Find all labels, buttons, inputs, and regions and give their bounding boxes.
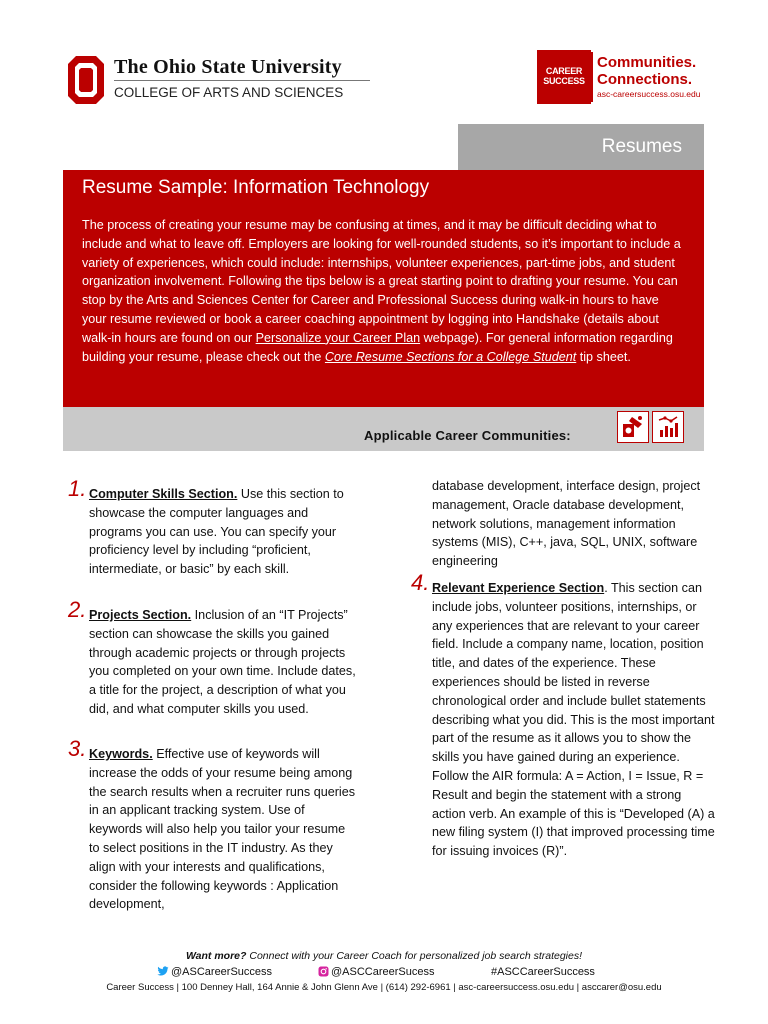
section-heading: Projects Section. [89, 608, 192, 622]
section-text: Inclusion of an “IT Projects” section can showcase the skills you gained through academic projects or through projects you completed on your own time. Include dates, a title for the project, a description of what you did, and what computer skills you used. [89, 608, 356, 716]
tagline-communities: Communities. [597, 54, 697, 71]
business-finance-community-icon [617, 411, 649, 443]
section-text: Effective use of keywords will increase the odds of your resume being among the search results when a recruiter runs queries in an applicant tracking system. Use of keywords will also help you tailor your resume to select positions in the IT industry. As they align with your interests and qualifications, consider the following keywords : Application development, [89, 747, 355, 912]
divider [114, 80, 370, 81]
career-success-logo [537, 50, 591, 104]
section-number: 4. [411, 570, 430, 595]
instagram-handle-text: @ASCCareerSucess [331, 966, 435, 978]
instagram-icon [318, 966, 329, 977]
footer-address: Career Success | 100 Denney Hall, 164 Annie & John Glenn Ave | (614) 292-6961 | asc-careersuccess.osu.edu | asccarer@osu.edu [106, 982, 662, 993]
career-logo-line2: SUCCESS [543, 76, 585, 86]
want-more-label: Want more? [185, 950, 247, 962]
footer-want-more [0, 950, 768, 962]
section-heading: Keywords. [89, 747, 153, 761]
tagline-connections: Connections. [597, 71, 693, 88]
keywords-continued: database development, interface design, project management, Oracle database development, network solutions, management information systems (MIS), C++, java, SQL, UNIX, software engineering [432, 479, 701, 569]
logo-divider [591, 52, 593, 102]
section-text: Use this section to showcase the computer languages and programs you can use. You can specify your proficiency level by including “proficient, intermediate, or basic” by each skill. [89, 487, 344, 577]
twitter-handle[interactable] [157, 966, 272, 978]
want-more-text: Connect with your Career Coach for personalized job search strategies! [246, 950, 583, 962]
section-number: 1. [68, 476, 87, 501]
section-number: 3. [68, 736, 87, 761]
section-text: . This section can include jobs, volunteer positions, internships, or any experiences that are relevant to your career field. Include a company name, location, position title, and dates of the experience. These experiences should be listed in reverse chronological order and include bullet statements describing what you did. This is the most important part of the resume as it allows you to show the skills you have gained during an experience. Follow the AIR formula: A = Action, I = Issue, R = Result and begin the statement with a strong action verb. An example of this is “Developed (A) a new filing system (I) that improved processing time for issuing invoices (R)”. [432, 581, 715, 859]
personalize-career-plan-link[interactable]: Personalize your Career Plan [255, 330, 421, 345]
section-heading: Computer Skills Section. [89, 487, 238, 501]
intro-panel [63, 170, 704, 407]
twitter-handle-text: @ASCareerSuccess [171, 966, 273, 978]
ohio-state-logo-icon [66, 54, 106, 106]
section-number: 2. [68, 597, 87, 622]
core-resume-sections-link[interactable]: Core Resume Sections for a College Student [324, 349, 577, 364]
section-heading: Relevant Experience Section [432, 581, 605, 595]
intro-text-1: The process of creating your resume may be confusing at times, and it may be difficult deciding what to include and what to leave off. Employers are looking for well-rounded students, so it’s important to include a variety of experiences, which could include: internships, volunteer experiences, part-time jobs, and student organization involvement. Following the tips below is a great starting point to drafting your resume. You can stop by the Arts and Sciences Center for Career and Professional Success during walk-in hours to have your resume reviewed or book a career coaching appointment by logging into Handshake (details about walk-in hours are found on our [82, 218, 681, 345]
intro-text-2: webpage). For general information regarding building your resume, please check out the [82, 330, 673, 364]
career-success-url[interactable]: asc-careersuccess.osu.edu [597, 89, 701, 99]
intro-text-3: tip sheet. [576, 349, 631, 364]
instagram-handle[interactable] [318, 966, 434, 978]
tab-label: Resumes [601, 136, 682, 157]
college-name: COLLEGE OF ARTS AND SCIENCES [114, 85, 344, 100]
communities-label: Applicable Career Communities: [364, 428, 571, 443]
section-tab [458, 124, 704, 170]
university-name: The Ohio State University [114, 56, 342, 78]
intro-text [82, 216, 682, 366]
page-title: Resume Sample: Information Technology [82, 177, 430, 198]
hashtag: #ASCCareerSuccess [491, 966, 595, 978]
communities-bar [63, 407, 704, 451]
career-logo-line1: CAREER [545, 66, 583, 76]
twitter-icon [157, 966, 169, 977]
data-technology-community-icon [652, 411, 684, 443]
